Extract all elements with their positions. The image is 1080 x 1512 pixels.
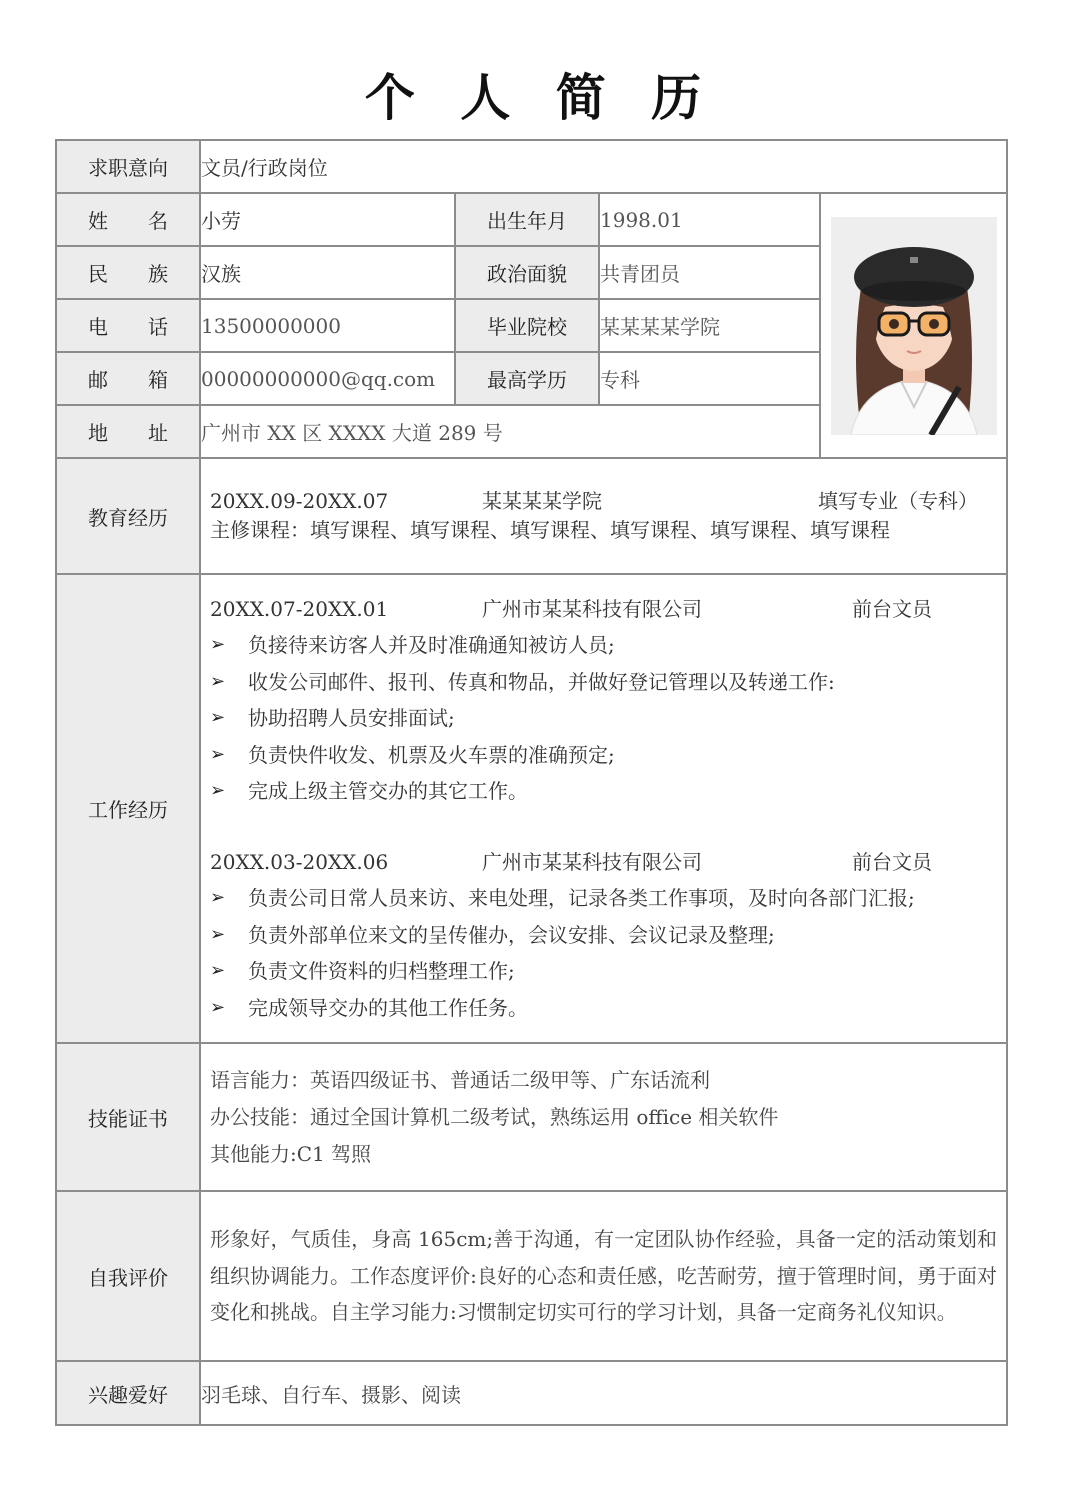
name-value: 小劳 [200, 193, 455, 246]
list-item: ➢ 完成上级主管交办的其它工作。 [210, 773, 997, 810]
arrow-bullet-icon: ➢ [210, 923, 226, 945]
birth-value: 1998.01 [599, 193, 820, 246]
work-label: 工作经历 [56, 574, 200, 1043]
avatar-portrait-icon [831, 217, 997, 435]
hobbies-label: 兴趣爱好 [56, 1361, 200, 1425]
education-content [200, 458, 1007, 574]
skill-line: 语言能力：英语四级证书、普通话二级甲等、广东话流利 [210, 1067, 710, 1092]
list-item: ➢ 负责文件资料的归档整理工作; [210, 953, 997, 990]
resume-table [55, 139, 1008, 1426]
arrow-bullet-icon: ➢ [210, 996, 226, 1018]
phone-value: 13500000000 [200, 299, 455, 352]
birth-label: 出生年月 [455, 193, 599, 246]
political-value: 共青团员 [599, 246, 820, 299]
list-item: ➢ 协助招聘人员安排面试; [210, 700, 997, 737]
list-item: ➢ 负接待来访客人并及时准确通知被访人员; [210, 627, 997, 664]
ethnic-value: 汉族 [200, 246, 455, 299]
job-1-company: 广州市某某科技有限公司 [482, 596, 702, 621]
job-1-period: 20XX.07-20XX.01 [210, 596, 389, 621]
arrow-bullet-icon: ➢ [210, 634, 226, 656]
degree-label: 最高学历 [455, 352, 599, 405]
arrow-bullet-icon: ➢ [210, 743, 226, 765]
job-intent-label: 求职意向 [56, 140, 200, 193]
degree-value: 专科 [599, 352, 820, 405]
resume-title: 个 人 简 历 [364, 68, 716, 127]
address-label: 地 址 [56, 405, 200, 458]
skills-content [200, 1043, 1007, 1191]
list-item: ➢ 负责外部单位来文的呈传催办，会议安排、会议记录及整理; [210, 917, 997, 954]
education-school: 某某某某学院 [482, 489, 602, 513]
hobbies-value: 羽毛球、自行车、摄影、阅读 [200, 1361, 1007, 1425]
name-label: 姓 名 [56, 193, 200, 246]
skill-line: 其他能力:C1 驾照 [210, 1141, 372, 1166]
photo-cell [820, 193, 1007, 458]
political-label: 政治面貌 [455, 246, 599, 299]
education-label: 教育经历 [56, 458, 200, 574]
self-eval-content [200, 1191, 1007, 1361]
list-item: ➢ 负责公司日常人员来访、来电处理，记录各类工作事项，及时向各部门汇报; [210, 880, 997, 917]
job-1-position: 前台文员 [852, 596, 932, 621]
avatar [831, 217, 997, 435]
address-value: 广州市 XX 区 XXXX 大道 289 号 [200, 405, 820, 458]
list-item: ➢ 完成领导交办的其他工作任务。 [210, 990, 997, 1027]
arrow-bullet-icon: ➢ [210, 960, 226, 982]
job-2-position: 前台文员 [852, 849, 932, 874]
ethnic-label: 民 族 [56, 246, 200, 299]
list-item: ➢ 收发公司邮件、报刊、传真和物品，并做好登记管理以及转递工作: [210, 664, 997, 701]
education-major: 填写专业（专科） [818, 489, 978, 513]
job-intent-value: 文员/行政岗位 [200, 140, 1007, 193]
arrow-bullet-icon: ➢ [210, 780, 226, 802]
phone-label: 电 话 [56, 299, 200, 352]
arrow-bullet-icon: ➢ [210, 887, 226, 909]
arrow-bullet-icon: ➢ [210, 707, 226, 729]
school-label: 毕业院校 [455, 299, 599, 352]
education-courses: 主修课程：填写课程、填写课程、填写课程、填写课程、填写课程、填写课程 [210, 518, 890, 542]
list-item: ➢ 负责快件收发、机票及火车票的准确预定; [210, 737, 997, 774]
education-period: 20XX.09-20XX.07 [210, 489, 389, 513]
email-label: 邮 箱 [56, 352, 200, 405]
arrow-bullet-icon: ➢ [210, 670, 226, 692]
self-eval-label: 自我评价 [56, 1191, 200, 1361]
job-2-company: 广州市某某科技有限公司 [482, 849, 702, 874]
school-value: 某某某某学院 [599, 299, 820, 352]
job-2-header [210, 844, 997, 881]
self-eval-text: 形象好，气质佳，身高 165cm;善于沟通，有一定团队协作经验，具备一定的活动策划和组织协调能力。工作态度评价:良好的心态和责任感，吃苦耐劳，擅于管理时间，勇于面对变化和挑战。自主学习能力:习惯制定切实可行的学习计划，具备一定商务礼仪知识。 [210, 1227, 997, 1325]
job-1-header [210, 591, 997, 628]
skill-line: 办公技能：通过全国计算机二级考试，熟练运用 office 相关软件 [210, 1104, 779, 1129]
work-content [200, 574, 1007, 1043]
skills-label: 技能证书 [56, 1043, 200, 1191]
job-2-period: 20XX.03-20XX.06 [210, 849, 389, 874]
email-value: 00000000000@qq.com [200, 352, 455, 405]
